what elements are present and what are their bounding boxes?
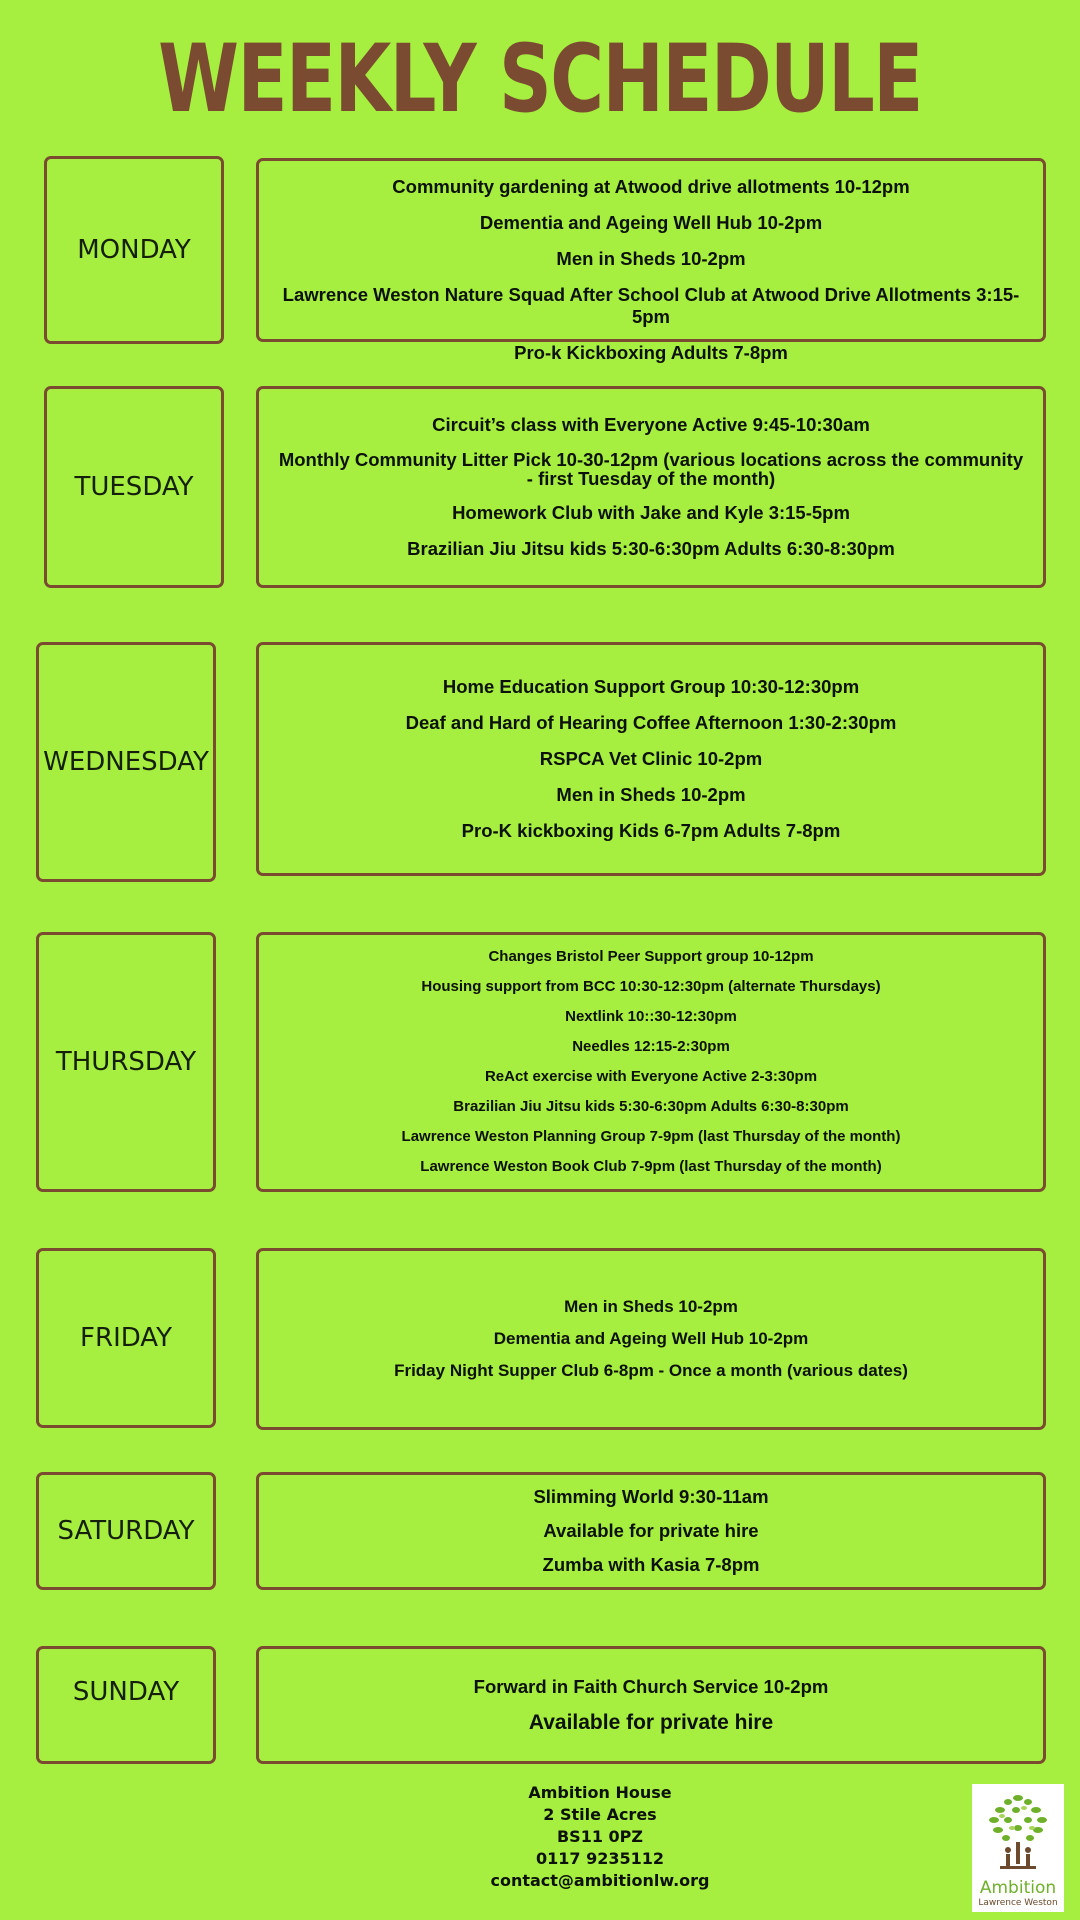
activity: Men in Sheds 10-2pm [564,1297,738,1316]
address-line: BS11 0PZ [556,1827,643,1846]
activities-monday [256,158,1046,363]
activity: Circuit’s class with Everyone Active 9:45-10:30am [432,414,870,435]
day-label-wednesday: WEDNESDAY [36,642,216,882]
activity: Dementia and Ageing Well Hub 10-2pm [493,1329,809,1348]
activity: Lawrence Weston Book Club 7-9pm (last Thursday of the month) [420,1158,882,1175]
logo-subtitle: Lawrence Weston [978,1898,1058,1908]
ambition-logo [972,1784,1064,1912]
activity: Home Education Support Group 10:30-12:30pm [442,676,860,697]
activity: Homework Club with Jake and Kyle 3:15-5pm [452,502,850,523]
activity: Zumba with Kasia 7-8pm [542,1554,760,1575]
activities-friday [256,1248,1046,1430]
activity: Forward in Faith Church Service 10-2pm [473,1676,829,1697]
activity: Pro-k Kickboxing Adults 7-8pm [514,342,788,363]
address-line: Ambition House [528,1783,672,1802]
activity: Available for private hire [528,1711,774,1734]
activity: Community gardening at Atwood drive allotments 10-12pm [392,176,910,197]
activity: Dementia and Ageing Well Hub 10-2pm [479,212,823,233]
activity: Available for private hire [543,1520,759,1541]
day-label-sunday [36,1646,216,1764]
activities-wednesday [256,642,1046,876]
contact-address [340,1782,860,1892]
day-label-thursday: THURSDAY [36,932,216,1192]
activity: Men in Sheds 10-2pm [556,248,746,269]
day-label-tuesday: TUESDAY [44,386,224,588]
page-title: WEEKLY SCHEDULE [158,25,922,134]
activities-tuesday [256,386,1046,588]
activities-sunday [256,1646,1046,1764]
day-label-sunday-text: SUNDAY [72,1677,180,1707]
activity: Brazilian Jiu Jitsu kids 5:30-6:30pm Adults 6:30-8:30pm [453,1098,849,1115]
activity: Brazilian Jiu Jitsu kids 5:30-6:30pm Adults 6:30-8:30pm [407,538,895,559]
activity: Friday Night Supper Club 6-8pm - Once a month (various dates) [394,1361,908,1380]
activity: Men in Sheds 10-2pm [556,784,746,805]
activity: Monthly Community Litter Pick 10-30-12pm (various locations across the community - first Tuesday of the month) [278,449,1024,489]
activity: Housing support from BCC 10:30-12:30pm (alternate Thursdays) [421,978,881,995]
activities-thursday [256,932,1046,1192]
activity: Nextlink 10::30-12:30pm [565,1008,737,1025]
day-label-saturday: SATURDAY [36,1472,216,1590]
activity: Slimming World 9:30-11am [533,1486,769,1507]
phone-number: 0117 9235112 [535,1849,665,1868]
activity: Pro-K kickboxing Kids 6-7pm Adults 7-8pm [461,820,841,841]
address-line: 2 Stile Acres [543,1805,657,1824]
day-label-monday: MONDAY [44,156,224,344]
activity: Lawrence Weston Nature Squad After School Club at Atwood Drive Allotments 3:15-5pm [282,284,1020,327]
day-label-friday: FRIDAY [36,1248,216,1428]
activity: Needles 12:15-2:30pm [572,1038,730,1055]
tree-people-icon [972,1784,1064,1880]
activity: RSPCA Vet Clinic 10-2pm [539,748,763,769]
activity: Lawrence Weston Planning Group 7-9pm (last Thursday of the month) [401,1128,901,1145]
activity: Changes Bristol Peer Support group 10-12pm [488,948,814,965]
activities-saturday [256,1472,1046,1590]
activity: Deaf and Hard of Hearing Coffee Afternoon 1:30-2:30pm [405,712,897,733]
logo-name: Ambition [979,1878,1057,1898]
activity: ReAct exercise with Everyone Active 2-3:30pm [484,1068,818,1085]
email-address: contact@ambitionlw.org [490,1871,710,1890]
